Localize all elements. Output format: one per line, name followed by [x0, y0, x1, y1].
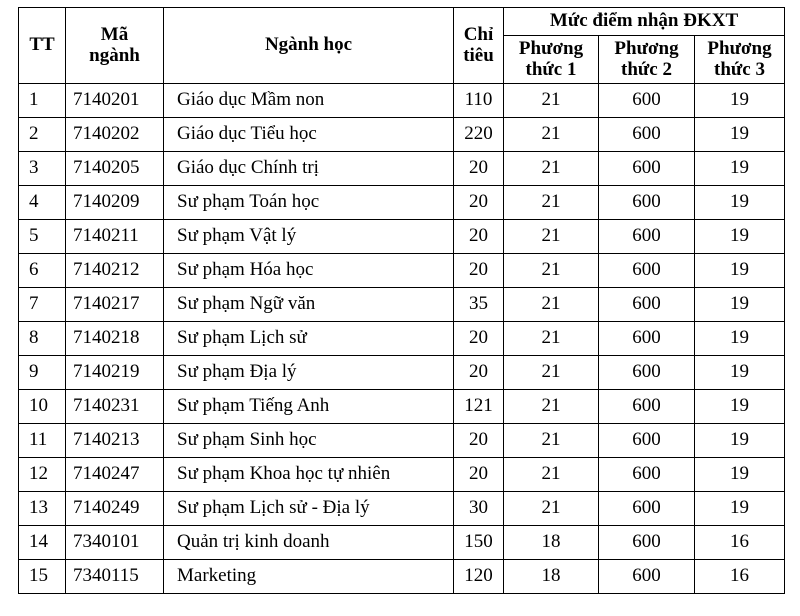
cell-ma-nganh: 7140218 — [66, 322, 164, 356]
cell-nganh-hoc: Sư phạm Sinh học — [164, 424, 454, 458]
header-phuong-thuc-3 — [695, 36, 785, 84]
cell-chi-tieu: 220 — [454, 118, 504, 152]
cell-chi-tieu: 110 — [454, 84, 504, 118]
cell-ma-nganh: 7140211 — [66, 220, 164, 254]
cell-phuong-thuc-1: 21 — [504, 84, 599, 118]
cell-nganh-hoc: Sư phạm Ngữ văn — [164, 288, 454, 322]
cell-ma-nganh: 7140202 — [66, 118, 164, 152]
cell-phuong-thuc-3: 19 — [695, 84, 785, 118]
cell-tt: 4 — [19, 186, 66, 220]
header-pt3-line1: Phương — [707, 37, 772, 59]
cell-phuong-thuc-2: 600 — [599, 322, 695, 356]
cell-tt: 14 — [19, 526, 66, 560]
table-row — [19, 390, 785, 424]
cell-ma-nganh: 7140213 — [66, 424, 164, 458]
cell-phuong-thuc-2: 600 — [599, 458, 695, 492]
cell-nganh-hoc: Marketing — [164, 560, 454, 594]
cell-phuong-thuc-3: 19 — [695, 322, 785, 356]
table-row — [19, 560, 785, 594]
table-body — [19, 84, 785, 594]
cell-phuong-thuc-2: 600 — [599, 220, 695, 254]
cell-phuong-thuc-2: 600 — [599, 186, 695, 220]
cell-phuong-thuc-2: 600 — [599, 118, 695, 152]
cell-nganh-hoc: Sư phạm Vật lý — [164, 220, 454, 254]
header-phuong-thuc-2 — [599, 36, 695, 84]
cell-chi-tieu: 120 — [454, 560, 504, 594]
cell-ma-nganh: 7140209 — [66, 186, 164, 220]
cell-chi-tieu: 20 — [454, 356, 504, 390]
cell-tt: 10 — [19, 390, 66, 424]
cell-phuong-thuc-1: 18 — [504, 526, 599, 560]
cell-nganh-hoc: Sư phạm Toán học — [164, 186, 454, 220]
cell-ma-nganh: 7140219 — [66, 356, 164, 390]
cell-ma-nganh: 7340115 — [66, 560, 164, 594]
cell-phuong-thuc-1: 21 — [504, 254, 599, 288]
cell-phuong-thuc-3: 19 — [695, 390, 785, 424]
header-pt1-line2: thức 1 — [525, 58, 577, 80]
cell-phuong-thuc-1: 21 — [504, 356, 599, 390]
cell-phuong-thuc-2: 600 — [599, 254, 695, 288]
cell-tt: 12 — [19, 458, 66, 492]
cell-phuong-thuc-1: 21 — [504, 288, 599, 322]
cell-chi-tieu: 20 — [454, 220, 504, 254]
cell-phuong-thuc-3: 19 — [695, 186, 785, 220]
cell-nganh-hoc: Sư phạm Địa lý — [164, 356, 454, 390]
cell-ma-nganh: 7140212 — [66, 254, 164, 288]
cell-ma-nganh: 7140201 — [66, 84, 164, 118]
cell-tt: 5 — [19, 220, 66, 254]
cell-nganh-hoc: Giáo dục Chính trị — [164, 152, 454, 186]
cell-phuong-thuc-1: 21 — [504, 322, 599, 356]
cell-phuong-thuc-1: 21 — [504, 390, 599, 424]
cell-ma-nganh: 7340101 — [66, 526, 164, 560]
cell-chi-tieu: 20 — [454, 424, 504, 458]
header-nganh-hoc: Ngành học — [164, 8, 454, 84]
cell-ma-nganh: 7140247 — [66, 458, 164, 492]
table-header — [19, 8, 785, 84]
table-row — [19, 322, 785, 356]
cell-nganh-hoc: Giáo dục Mầm non — [164, 84, 454, 118]
cell-phuong-thuc-3: 19 — [695, 288, 785, 322]
header-chi-tieu — [454, 8, 504, 84]
table-row — [19, 526, 785, 560]
header-chi-tieu-line1: Chỉ — [463, 23, 494, 45]
cell-chi-tieu: 20 — [454, 254, 504, 288]
table-row — [19, 254, 785, 288]
cell-ma-nganh: 7140231 — [66, 390, 164, 424]
header-pt3-line2: thức 3 — [714, 58, 765, 80]
header-pt2-line2: thức 2 — [621, 58, 672, 80]
cell-phuong-thuc-3: 19 — [695, 424, 785, 458]
cell-chi-tieu: 30 — [454, 492, 504, 526]
cell-tt: 1 — [19, 84, 66, 118]
cell-chi-tieu: 20 — [454, 186, 504, 220]
cell-phuong-thuc-3: 19 — [695, 152, 785, 186]
table-row — [19, 84, 785, 118]
header-ma-nganh-line1: Mã — [100, 23, 129, 45]
table-row — [19, 492, 785, 526]
cell-phuong-thuc-1: 18 — [504, 560, 599, 594]
cell-tt: 11 — [19, 424, 66, 458]
cell-phuong-thuc-2: 600 — [599, 390, 695, 424]
cell-nganh-hoc: Sư phạm Hóa học — [164, 254, 454, 288]
cell-phuong-thuc-1: 21 — [504, 152, 599, 186]
cell-phuong-thuc-3: 16 — [695, 526, 785, 560]
cell-phuong-thuc-2: 600 — [599, 288, 695, 322]
cell-phuong-thuc-2: 600 — [599, 560, 695, 594]
cell-ma-nganh: 7140205 — [66, 152, 164, 186]
cell-tt: 8 — [19, 322, 66, 356]
header-pt1-line1: Phương — [518, 37, 584, 59]
cell-phuong-thuc-3: 19 — [695, 118, 785, 152]
table-row — [19, 118, 785, 152]
cell-phuong-thuc-2: 600 — [599, 152, 695, 186]
cell-phuong-thuc-3: 19 — [695, 356, 785, 390]
cell-phuong-thuc-1: 21 — [504, 220, 599, 254]
cell-chi-tieu: 35 — [454, 288, 504, 322]
cell-phuong-thuc-2: 600 — [599, 356, 695, 390]
cell-phuong-thuc-3: 16 — [695, 560, 785, 594]
cell-tt: 7 — [19, 288, 66, 322]
cell-nganh-hoc: Sư phạm Khoa học tự nhiên — [164, 458, 454, 492]
cell-phuong-thuc-2: 600 — [599, 492, 695, 526]
header-ma-nganh — [66, 8, 164, 84]
cell-ma-nganh: 7140249 — [66, 492, 164, 526]
cell-chi-tieu: 20 — [454, 152, 504, 186]
table-row — [19, 186, 785, 220]
table-row — [19, 220, 785, 254]
cell-phuong-thuc-2: 600 — [599, 526, 695, 560]
cell-ma-nganh: 7140217 — [66, 288, 164, 322]
cell-phuong-thuc-1: 21 — [504, 424, 599, 458]
header-tt: TT — [19, 8, 66, 84]
table-row — [19, 288, 785, 322]
cell-chi-tieu: 20 — [454, 458, 504, 492]
header-pt2-line1: Phương — [614, 37, 679, 59]
cell-nganh-hoc: Giáo dục Tiểu học — [164, 118, 454, 152]
cell-phuong-thuc-1: 21 — [504, 186, 599, 220]
cell-chi-tieu: 121 — [454, 390, 504, 424]
header-chi-tieu-line2: tiêu — [463, 44, 494, 66]
cell-chi-tieu: 20 — [454, 322, 504, 356]
cell-phuong-thuc-1: 21 — [504, 492, 599, 526]
cell-tt: 2 — [19, 118, 66, 152]
admission-score-table — [18, 7, 785, 594]
table-row — [19, 424, 785, 458]
cell-nganh-hoc: Sư phạm Tiếng Anh — [164, 390, 454, 424]
cell-phuong-thuc-1: 21 — [504, 458, 599, 492]
cell-tt: 9 — [19, 356, 66, 390]
cell-nganh-hoc: Quản trị kinh doanh — [164, 526, 454, 560]
cell-tt: 13 — [19, 492, 66, 526]
cell-chi-tieu: 150 — [454, 526, 504, 560]
cell-tt: 15 — [19, 560, 66, 594]
table-row — [19, 356, 785, 390]
cell-nganh-hoc: Sư phạm Lịch sử - Địa lý — [164, 492, 454, 526]
cell-phuong-thuc-3: 19 — [695, 458, 785, 492]
cell-tt: 6 — [19, 254, 66, 288]
table-row — [19, 458, 785, 492]
cell-phuong-thuc-3: 19 — [695, 492, 785, 526]
cell-nganh-hoc: Sư phạm Lịch sử — [164, 322, 454, 356]
header-ma-nganh-line2: ngành — [89, 44, 140, 66]
cell-phuong-thuc-1: 21 — [504, 118, 599, 152]
cell-phuong-thuc-3: 19 — [695, 254, 785, 288]
cell-tt: 3 — [19, 152, 66, 186]
cell-phuong-thuc-2: 600 — [599, 84, 695, 118]
header-phuong-thuc-1 — [504, 36, 599, 84]
header-muc-diem: Mức điểm nhận ĐKXT — [504, 8, 785, 36]
cell-phuong-thuc-2: 600 — [599, 424, 695, 458]
table-row — [19, 152, 785, 186]
cell-phuong-thuc-3: 19 — [695, 220, 785, 254]
